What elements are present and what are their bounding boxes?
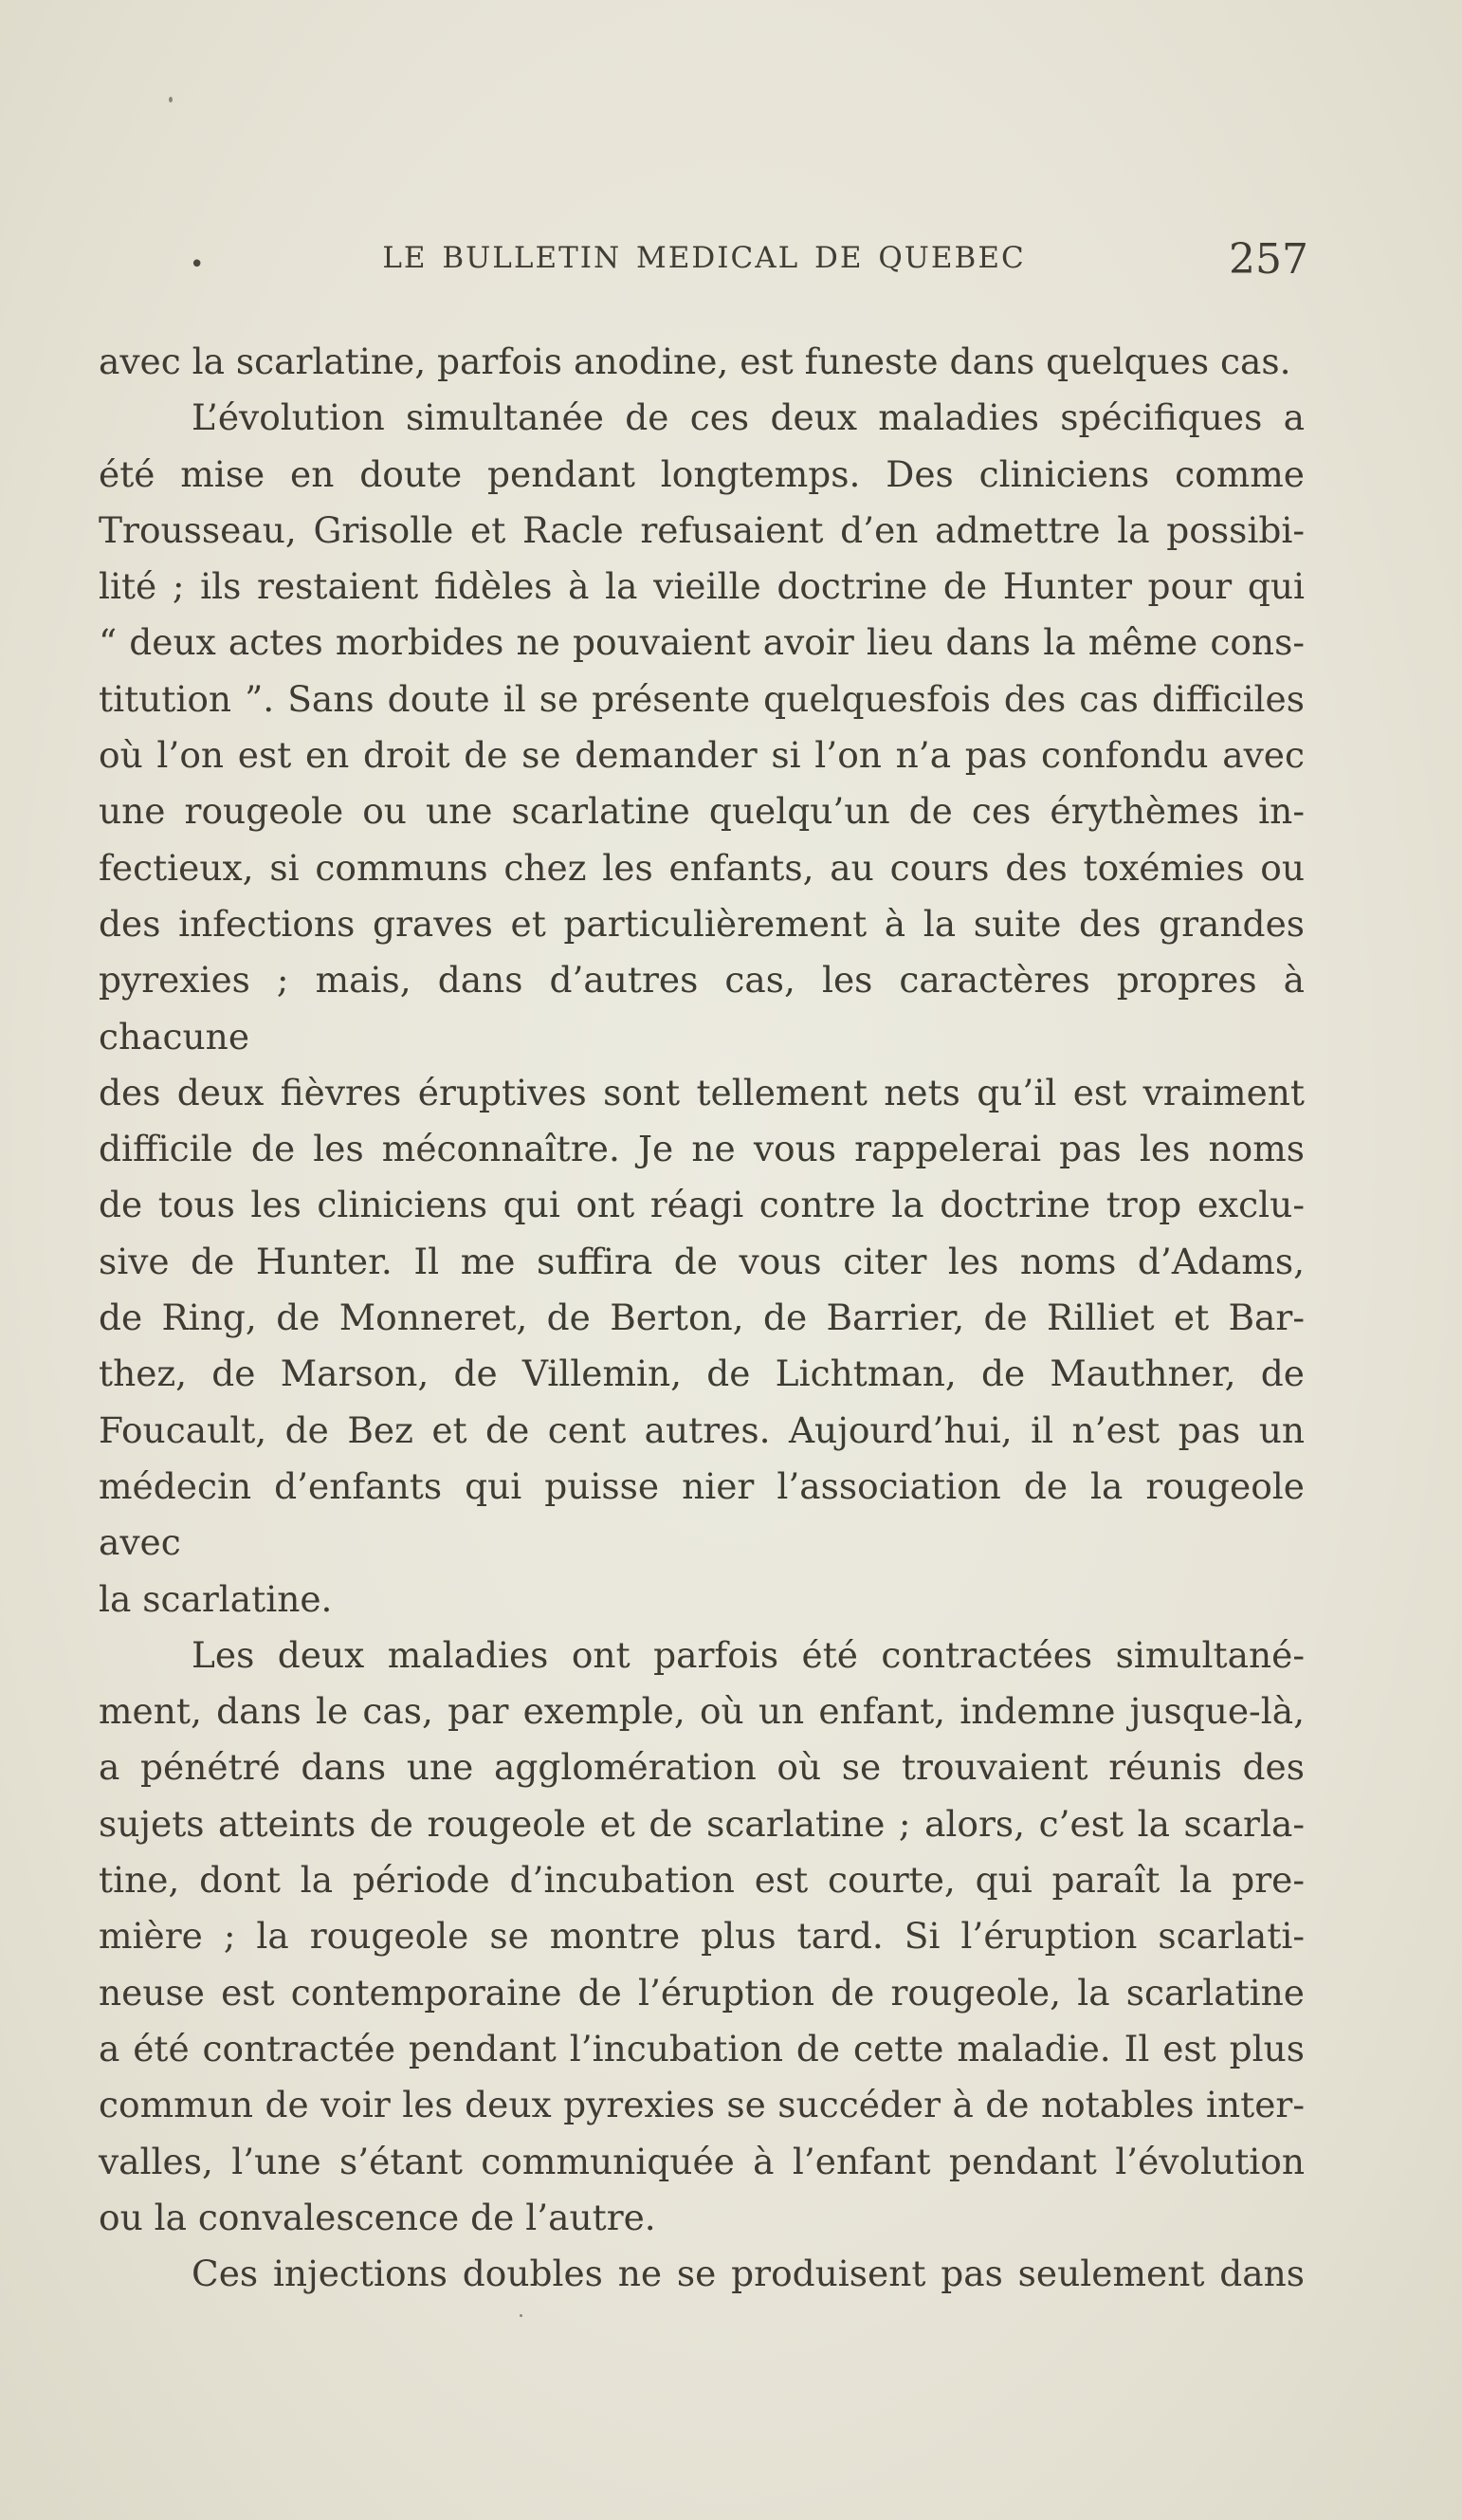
paragraph-1 xyxy=(99,334,1305,390)
text-line: la scarlatine. xyxy=(99,1577,333,1620)
text-line: médecin d’enfants qui puisse nier l’association de la rougeole avec xyxy=(99,1464,1305,1564)
text-line: une rougeole ou une scarlatine quelqu’un de ces érythèmes in- xyxy=(99,790,1305,833)
header-bullet: • xyxy=(190,250,205,279)
text-line: mière ; la rougeole se montre plus tard. Si l’éruption scarlati- xyxy=(99,1915,1305,1958)
text-line: commun de voir les deux pyrexies se succéder à de notables inter- xyxy=(99,2084,1305,2126)
text-line: été mise en doute pendant longtemps. Des cliniciens comme xyxy=(99,452,1305,495)
page-number: 257 xyxy=(1229,235,1308,284)
paragraph-4 xyxy=(99,2246,1305,2302)
text-line: pyrexies ; mais, dans d’autres cas, les caractères propres à chacune xyxy=(99,959,1305,1058)
text-line: ment, dans le cas, par exemple, où un enfant, indemne jusque-là, xyxy=(99,1690,1305,1733)
text-line: de Ring, de Monneret, de Berton, de Barrier, de Rilliet et Bar- xyxy=(99,1297,1305,1339)
text-line: Trousseau, Grisolle et Racle refusaient d’en admettre la possibi- xyxy=(99,508,1305,551)
running-header xyxy=(100,235,1308,283)
text-line: difficile de les méconnaître. Je ne vous rappelerai pas les noms xyxy=(99,1128,1305,1170)
text-line: sujets atteints de rougeole et de scarlatine ; alors, c’est la scarla- xyxy=(99,1802,1305,1845)
text-line: L’évolution simultanée de ces deux maladies spécifiques a xyxy=(192,396,1305,439)
text-line: fectieux, si communs chez les enfants, au cours des toxémies ou xyxy=(99,846,1305,889)
text-line: lité ; ils restaient fidèles à la vieille doctrine de Hunter pour qui xyxy=(99,565,1305,608)
body-text xyxy=(99,334,1305,2302)
text-line: tine, dont la période d’incubation est courte, qui paraît la pre- xyxy=(99,1859,1305,1902)
text-line: “ deux actes morbides ne pouvaient avoir lieu dans la même cons- xyxy=(99,621,1305,664)
text-line: où l’on est en droit de se demander si l’on n’a pas confondu avec xyxy=(99,734,1305,777)
text-line: a pénétré dans une agglomération où se trouvaient réunis des xyxy=(99,1746,1305,1789)
text-line: des infections graves et particulièrement à la suite des grandes xyxy=(99,902,1305,945)
paper-speck xyxy=(520,2314,522,2317)
paragraph-3 xyxy=(99,1628,1305,2246)
paper-speck xyxy=(169,97,173,102)
paragraph-2 xyxy=(99,390,1305,1628)
text-line: Ces injections doubles ne se produisent pas seulement dans xyxy=(192,2253,1305,2295)
text-line: Les deux maladies ont parfois été contractées simultané- xyxy=(192,1633,1305,1676)
text-line: ou la convalescence de l’autre. xyxy=(99,2196,656,2238)
text-line: avec la scarlatine, parfois anodine, est funeste dans quelques cas. xyxy=(99,340,1291,382)
text-line: thez, de Marson, de Villemin, de Lichtman, de Mauthner, de xyxy=(99,1352,1305,1395)
text-line: a été contractée pendant l’incubation de cette maladie. Il est plus xyxy=(99,2027,1305,2069)
text-line: Foucault, de Bez et de cent autres. Aujourd’hui, il n’est pas un xyxy=(99,1408,1305,1451)
text-line: sive de Hunter. Il me suffira de vous citer les noms d’Adams, xyxy=(99,1240,1305,1282)
text-line: neuse est contemporaine de l’éruption de rougeole, la scarlatine xyxy=(99,1971,1305,2014)
journal-title: LE BULLETIN MEDICAL DE QUEBEC xyxy=(382,241,1026,275)
text-line: des deux fièvres éruptives sont tellement nets qu’il est vraiment xyxy=(99,1071,1305,1113)
text-line: valles, l’une s’étant communiquée à l’enfant pendant l’évolution xyxy=(99,2140,1305,2182)
text-line: titution ”. Sans doute il se présente quelquesfois des cas difficiles xyxy=(99,677,1305,720)
text-line: de tous les cliniciens qui ont réagi contre la doctrine trop exclu- xyxy=(99,1184,1305,1226)
